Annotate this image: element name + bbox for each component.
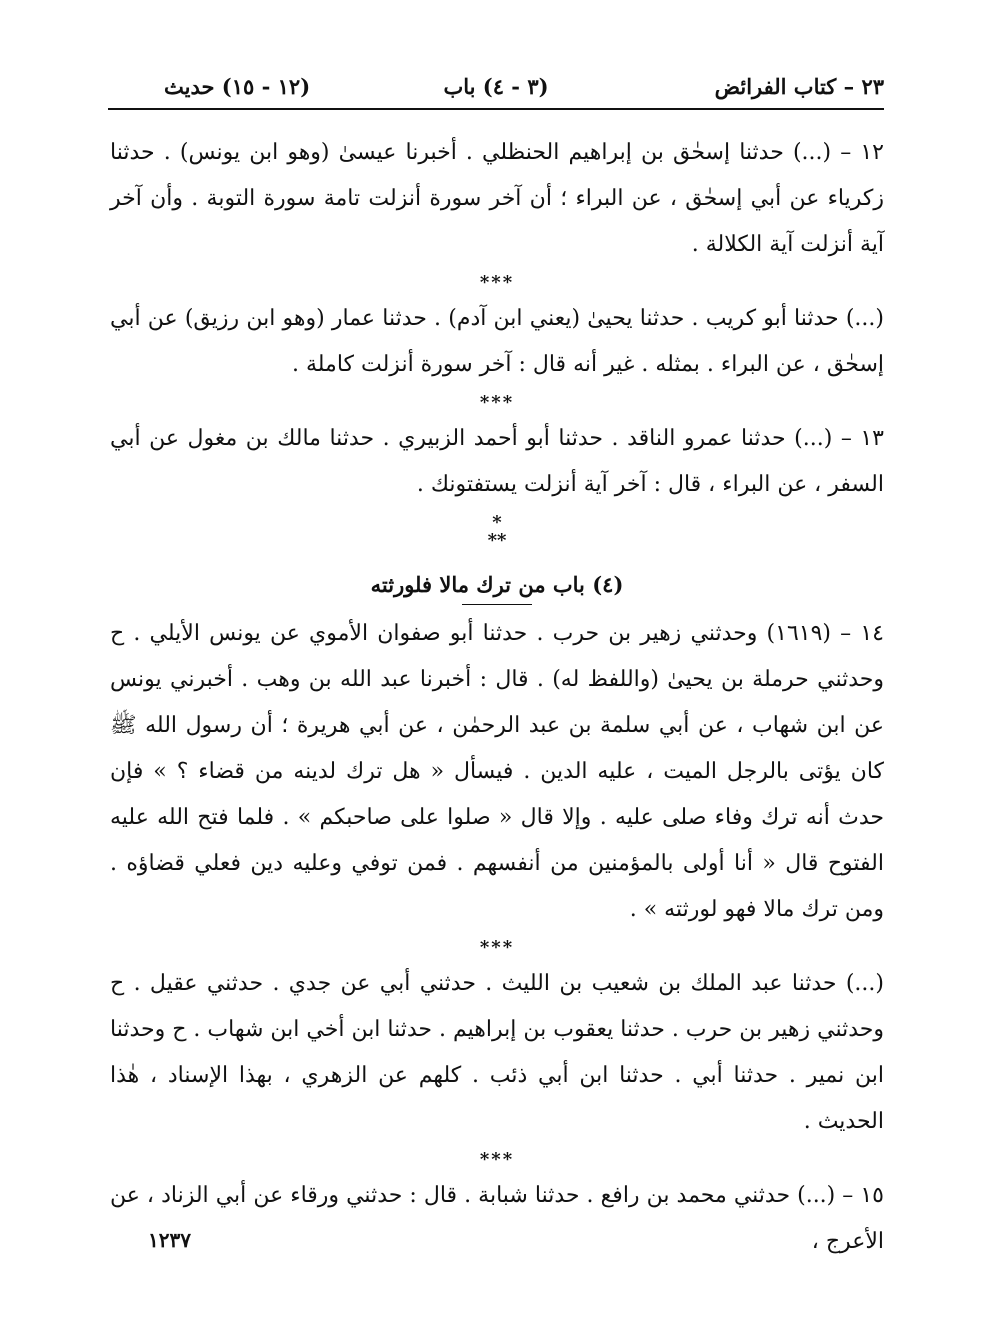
main-text [110,130,884,1265]
separator-stars: *** [479,392,515,413]
header-book-title: ٢٣ – كتاب الفرائض [714,74,884,99]
page-number: ١٢٣٧ [148,1228,191,1252]
chapter-underline [462,604,532,605]
header-rule [108,108,884,110]
hadith-14: ١٤ – (١٦١٩) وحدثني زهير بن حرب . حدثنا أبو صفوان الأموي عن يونس الأيلي . ح وحدثني حرملة بن يحيىٰ (واللفظ له) . قال : أخبرنا عبد الله بن وهب . أخبرني يونس عن ابن شهاب ، عن أبي سلمة بن عبد الرحمٰن ، عن أبي هريرة ؛ أن رسول الله ﷺ كان يؤتى بالرجل الميت ، عليه الدين . فيسأل « هل ترك لدينه من قضاء ؟ » فإن حدث أنه ترك وفاء صلى عليه . وإلا قال « صلوا على صاحبكم » . فلما فتح الله عليه الفتوح قال « أنا أولى بالمؤمنين من أنفسهم . فمن توفي وعليه دين فعلي قضاؤه . ومن ترك مالا فهو لورثته » . [110,621,884,922]
header-hadith-range: (١٢ - ١٥) حديث [164,74,311,99]
separator-stars: *** [479,937,515,958]
hadith-14-variant: (...) حدثنا عبد الملك بن شعيب بن الليث . حدثني أبي عن جدي . حدثني عقيل . ح وحدثني زهير بن حرب . حدثنا يعقوب بن إبراهيم . حدثنا ابن أخي ابن شهاب . ح وحدثنا ابن نمير . حدثنا أبي . حدثنا ابن أبي ذئب . كلهم عن الزهري ، بهذا الإسناد ، هٰذا الحديث . [110,971,884,1134]
hadith-12: ١٢ – (...) حدثنا إسحٰق بن إبراهيم الحنظلي . أخبرنا عيسىٰ (وهو ابن يونس) . حدثنا زكرياء عن أبي إسحٰق ، عن البراء ؛ أن آخر سورة أنزلت تامة سورة التوبة . وأن آخر آية أنزلت آية الكلالة . [110,140,884,257]
chapter-heading: (٤) باب من ترك مالا فلورثته [370,572,624,597]
hadith-12-variant: (...) حدثنا أبو كريب . حدثنا يحيىٰ (يعني ابن آدم) . حدثنا عمار (وهو ابن رزيق) عن أبي إسحٰق ، عن البراء . بمثله . غير أنه قال : آخر سورة أنزلت كاملة . [110,306,884,377]
header-chapter-range: (٣ - ٤) باب [443,74,549,99]
hadith-15: ١٥ – (...) حدثني محمد بن رافع . حدثنا شبابة . قال : حدثني ورقاء عن أبي الزناد ، عن الأعرج ، [110,1183,884,1254]
running-header [108,74,884,106]
separator-stars: *** [479,272,515,293]
separator-triangle: * ** [487,512,507,551]
hadith-13: ١٣ – (...) حدثنا عمرو الناقد . حدثنا أبو أحمد الزبيري . حدثنا مالك بن مغول عن أبي السفر ، عن البراء ، قال : آخر آية أنزلت يستفتونك . [110,426,884,497]
separator-stars: *** [479,1149,515,1170]
